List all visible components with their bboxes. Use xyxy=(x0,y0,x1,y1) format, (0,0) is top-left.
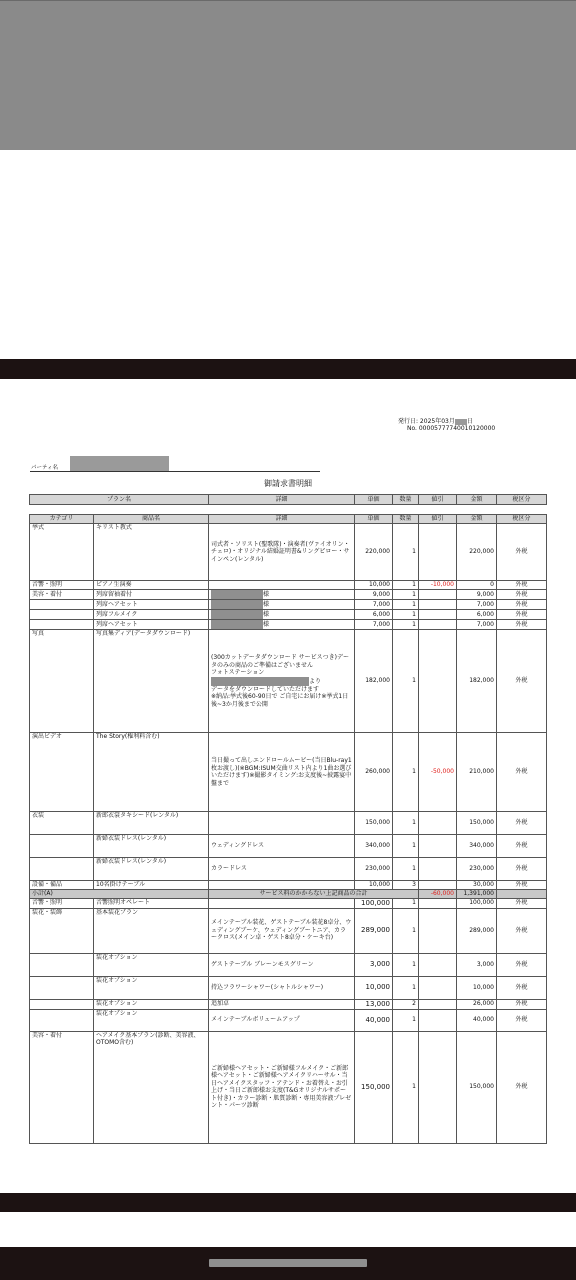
row-tax: 外税 xyxy=(497,953,547,976)
row-detail: 様 xyxy=(209,620,355,630)
row-amount: 10,000 xyxy=(457,976,497,999)
row-category xyxy=(30,600,94,610)
row-amount: 30,000 xyxy=(457,881,497,890)
table-row xyxy=(30,858,547,881)
row-tax: 外税 xyxy=(497,976,547,999)
row-price: 40,000 xyxy=(355,1009,393,1031)
row-qty: 1 xyxy=(393,581,419,590)
row-amount: 26,000 xyxy=(457,999,497,1009)
row-discount xyxy=(419,908,457,953)
row-item-name: 装花オプション xyxy=(94,999,209,1009)
row-category xyxy=(30,858,94,881)
row-discount xyxy=(419,630,457,733)
row-amount: 6,000 xyxy=(457,610,497,620)
subtotal-tax xyxy=(497,890,547,899)
row-price: 7,000 xyxy=(355,600,393,610)
row-qty: 1 xyxy=(393,630,419,733)
redacted-guest-name xyxy=(211,610,263,619)
row-detail: ウェディングドレス xyxy=(209,835,355,858)
row-discount xyxy=(419,858,457,881)
row-qty: 1 xyxy=(393,812,419,835)
row-detail: ゲストテーブル ブレーンモスグリーン xyxy=(209,953,355,976)
row-category: 装花・装飾 xyxy=(30,908,94,953)
table-row xyxy=(30,908,547,953)
redacted-station-name xyxy=(211,677,309,686)
row-item-name: キリスト教式 xyxy=(94,524,209,581)
subtotal-amount: 1,391,000 xyxy=(457,890,497,899)
row-qty: 1 xyxy=(393,898,419,908)
row-detail: ご新婦様ヘアセット・ご新婦様フルメイク・ご新郎様ヘアセット・ご新婦様ヘアメイクリハーサル・当日ヘアメイクスタッフ・アテンド・お着替え・お引上げ・当日ご新郎様お支度(T&Gオリジナルサポート付き)・カラー診断・肌質診断・専用美容液プレゼント・パーツ診断 xyxy=(209,1031,355,1143)
invoice-document-page xyxy=(0,379,576,1193)
row-amount: 210,000 xyxy=(457,733,497,812)
plan-price-header: 単価 xyxy=(355,495,393,505)
table-row xyxy=(30,881,547,890)
row-item-name: 列席ヘアセット xyxy=(94,620,209,630)
table-row xyxy=(30,1009,547,1031)
row-discount xyxy=(419,999,457,1009)
row-item-name: ヘアメイク基本プラン(診断、美容液、OTOMO含む) xyxy=(94,1031,209,1143)
table-header-row xyxy=(30,515,547,524)
row-price: 220,000 xyxy=(355,524,393,581)
table-row xyxy=(30,620,547,630)
row-item-name: 基本装花プラン xyxy=(94,908,209,953)
row-amount: 150,000 xyxy=(457,1031,497,1143)
plan-amount-header: 金額 xyxy=(457,495,497,505)
row-item-name: 新婦衣装ドレス(レンタル) xyxy=(94,858,209,881)
table-row xyxy=(30,999,547,1009)
table-row xyxy=(30,590,547,600)
row-tax: 外税 xyxy=(497,858,547,881)
redacted-guest-name xyxy=(211,600,263,609)
detail-header: 詳細 xyxy=(209,515,355,524)
row-category: 演出ビデオ xyxy=(30,733,94,812)
row-detail xyxy=(209,881,355,890)
row-category: 写真 xyxy=(30,630,94,733)
row-tax: 外税 xyxy=(497,812,547,835)
row-amount: 220,000 xyxy=(457,524,497,581)
row-amount: 230,000 xyxy=(457,858,497,881)
issue-date: 発行日: 2025年03月 日 xyxy=(398,418,473,425)
row-detail: 当日撮って出しエンドロールムービー(当日Blu-ray1枚お渡し)(※BGM:ISUM交曲リスト内より1曲お選びいただけます)※撮影タイミング:お支度後~披露宴中盤まで xyxy=(209,733,355,812)
discount-header: 値引 xyxy=(419,515,457,524)
redacted-party-name xyxy=(70,456,169,472)
row-detail xyxy=(209,812,355,835)
row-price: 10,000 xyxy=(355,881,393,890)
subtotal-label: 小計(A) xyxy=(30,890,209,899)
plan-tax-header: 税区分 xyxy=(497,495,547,505)
row-price: 10,000 xyxy=(355,581,393,590)
table-row xyxy=(30,630,547,733)
row-item-name: 列席留袖着付 xyxy=(94,590,209,600)
row-price: 289,000 xyxy=(355,908,393,953)
price-header: 単価 xyxy=(355,515,393,524)
row-qty: 1 xyxy=(393,620,419,630)
row-category xyxy=(30,610,94,620)
row-item-name: 新婦衣装ドレス(レンタル) xyxy=(94,835,209,858)
row-category: 設備・備品 xyxy=(30,881,94,890)
row-price: 150,000 xyxy=(355,1031,393,1143)
row-tax: 外税 xyxy=(497,600,547,610)
tax-header: 税区分 xyxy=(497,515,547,524)
qty-header: 数量 xyxy=(393,515,419,524)
row-amount: 9,000 xyxy=(457,590,497,600)
row-category: 音響・照明 xyxy=(30,581,94,590)
row-price: 100,000 xyxy=(355,898,393,908)
row-category xyxy=(30,953,94,976)
row-item-name: 写真集ディア(データダウンロード) xyxy=(94,630,209,733)
row-discount xyxy=(419,610,457,620)
category-header: カテゴリ xyxy=(30,515,94,524)
row-tax: 外税 xyxy=(497,999,547,1009)
table-row xyxy=(30,953,547,976)
row-category: 挙式 xyxy=(30,524,94,581)
row-category xyxy=(30,835,94,858)
row-price: 10,000 xyxy=(355,976,393,999)
plan-detail-header: 詳細 xyxy=(209,495,355,505)
row-discount xyxy=(419,600,457,610)
row-detail: カラードレス xyxy=(209,858,355,881)
row-tax: 外税 xyxy=(497,908,547,953)
row-item-name: 10名掛けテーブル xyxy=(94,881,209,890)
row-item-name: The Story(権利料含む) xyxy=(94,733,209,812)
item-name-header: 商品名 xyxy=(94,515,209,524)
row-qty: 1 xyxy=(393,524,419,581)
row-price: 9,000 xyxy=(355,590,393,600)
row-detail: メインテーブルボリュームアップ xyxy=(209,1009,355,1031)
row-tax: 外税 xyxy=(497,620,547,630)
row-tax: 外税 xyxy=(497,1009,547,1031)
row-tax: 外税 xyxy=(497,733,547,812)
row-tax: 外税 xyxy=(497,881,547,890)
row-qty: 1 xyxy=(393,733,419,812)
row-qty: 1 xyxy=(393,976,419,999)
row-detail: 追加卓 xyxy=(209,999,355,1009)
row-discount xyxy=(419,835,457,858)
row-category: 美容・着付 xyxy=(30,590,94,600)
table-row xyxy=(30,733,547,812)
row-qty: 1 xyxy=(393,600,419,610)
table-row xyxy=(30,835,547,858)
amount-header: 金額 xyxy=(457,515,497,524)
subtotal-discount: -60,000 xyxy=(419,890,457,899)
row-discount xyxy=(419,524,457,581)
row-amount: 340,000 xyxy=(457,835,497,858)
document-separator-bottom xyxy=(0,1193,576,1212)
row-discount xyxy=(419,590,457,600)
row-amount: 7,000 xyxy=(457,620,497,630)
table-row xyxy=(30,976,547,999)
table-row xyxy=(30,524,547,581)
row-category: 美容・着付 xyxy=(30,1031,94,1143)
row-category xyxy=(30,999,94,1009)
row-discount xyxy=(419,953,457,976)
row-amount: 182,000 xyxy=(457,630,497,733)
row-tax: 外税 xyxy=(497,898,547,908)
row-qty: 1 xyxy=(393,590,419,600)
row-detail: 様 xyxy=(209,590,355,600)
row-qty: 1 xyxy=(393,1031,419,1143)
plan-header-table xyxy=(29,494,547,505)
row-qty: 3 xyxy=(393,881,419,890)
party-name-label: パーティ名 xyxy=(31,465,59,471)
row-amount: 40,000 xyxy=(457,1009,497,1031)
document-title: 御請求書明細 xyxy=(264,479,312,488)
row-category xyxy=(30,976,94,999)
row-discount xyxy=(419,620,457,630)
row-detail xyxy=(209,581,355,590)
document-number: No. 00005777740010120000 xyxy=(407,425,496,432)
line-items-table xyxy=(29,514,547,1144)
row-category: 衣装 xyxy=(30,812,94,835)
row-qty: 1 xyxy=(393,1009,419,1031)
row-price: 7,000 xyxy=(355,620,393,630)
row-item-name: 列席ヘアセット xyxy=(94,600,209,610)
row-item-name: 音響照明オペレート xyxy=(94,898,209,908)
row-item-name: 新郎衣裳タキシード(レンタル) xyxy=(94,812,209,835)
table-row xyxy=(30,610,547,620)
row-detail: (300カットデータダウンロード サービスつき)データのみの商品のご準備はございません フォトステーションより データをダウンロードしていただけます ※納品:挙式後60-90日で ご自宅にお届け※挙式1日後~3か月後まで公開 xyxy=(209,630,355,733)
row-detail: 様 xyxy=(209,600,355,610)
plan-name-header: プラン名 xyxy=(30,495,209,505)
row-tax: 外税 xyxy=(497,1031,547,1143)
row-qty: 1 xyxy=(393,858,419,881)
row-category xyxy=(30,620,94,630)
table-row xyxy=(30,898,547,908)
row-category xyxy=(30,1009,94,1031)
row-discount xyxy=(419,976,457,999)
row-item-name: 列席フルメイク xyxy=(94,610,209,620)
row-discount xyxy=(419,1009,457,1031)
plan-qty-header: 数量 xyxy=(393,495,419,505)
row-price: 13,000 xyxy=(355,999,393,1009)
row-detail: 司式者・ソリスト(聖歌隊)・演奏者(ヴァイオリン・チェロ)・オリジナル結婚証明書&リングピロー・サインペン(レンタル) xyxy=(209,524,355,581)
row-qty: 1 xyxy=(393,835,419,858)
row-price: 150,000 xyxy=(355,812,393,835)
table-row xyxy=(30,812,547,835)
row-tax: 外税 xyxy=(497,581,547,590)
subtotal-detail: サービス料のかからない上記商品の合計 xyxy=(209,890,419,899)
row-discount xyxy=(419,1031,457,1143)
row-amount: 7,000 xyxy=(457,600,497,610)
row-amount: 0 xyxy=(457,581,497,590)
home-indicator[interactable] xyxy=(209,1259,367,1267)
row-item-name: ピアノ生演奏 xyxy=(94,581,209,590)
plan-discount-header: 値引 xyxy=(419,495,457,505)
row-tax: 外税 xyxy=(497,524,547,581)
row-detail: メインテーブル装花、ゲストテーブル装花8卓分、ウェディングブーケ、ウェディングブートニア、カラークロス(メイン卓・ゲスト8卓分・ケーキ台) xyxy=(209,908,355,953)
subtotal-row xyxy=(30,890,547,899)
table-row xyxy=(30,1031,547,1143)
row-amount: 100,000 xyxy=(457,898,497,908)
row-tax: 外税 xyxy=(497,630,547,733)
row-qty: 1 xyxy=(393,953,419,976)
row-tax: 外税 xyxy=(497,835,547,858)
row-qty: 2 xyxy=(393,999,419,1009)
row-detail: 持込フラワーシャワー(シャトルシャワー) xyxy=(209,976,355,999)
row-detail xyxy=(209,898,355,908)
top-dimmed-area xyxy=(0,0,576,150)
row-discount xyxy=(419,898,457,908)
redacted-day xyxy=(455,419,467,425)
row-price: 6,000 xyxy=(355,610,393,620)
row-discount xyxy=(419,881,457,890)
row-tax: 外税 xyxy=(497,610,547,620)
row-price: 3,000 xyxy=(355,953,393,976)
row-amount: 289,000 xyxy=(457,908,497,953)
row-discount xyxy=(419,812,457,835)
table-row xyxy=(30,581,547,590)
top-edge xyxy=(0,0,576,1)
row-tax: 外税 xyxy=(497,590,547,600)
row-discount: -10,000 xyxy=(419,581,457,590)
row-qty: 1 xyxy=(393,908,419,953)
document-separator-top xyxy=(0,359,576,379)
row-category: 音響・照明 xyxy=(30,898,94,908)
row-item-name: 装花オプション xyxy=(94,1009,209,1031)
row-price: 340,000 xyxy=(355,835,393,858)
row-price: 260,000 xyxy=(355,733,393,812)
row-item-name: 装花オプション xyxy=(94,976,209,999)
table-row xyxy=(30,600,547,610)
redacted-guest-name xyxy=(211,620,263,629)
row-discount: -50,000 xyxy=(419,733,457,812)
row-qty: 1 xyxy=(393,610,419,620)
row-detail: 様 xyxy=(209,610,355,620)
row-price: 182,000 xyxy=(355,630,393,733)
row-price: 230,000 xyxy=(355,858,393,881)
row-amount: 3,000 xyxy=(457,953,497,976)
row-amount: 150,000 xyxy=(457,812,497,835)
row-item-name: 装花オプション xyxy=(94,953,209,976)
party-name-underline xyxy=(30,471,320,472)
redacted-guest-name xyxy=(211,590,263,599)
